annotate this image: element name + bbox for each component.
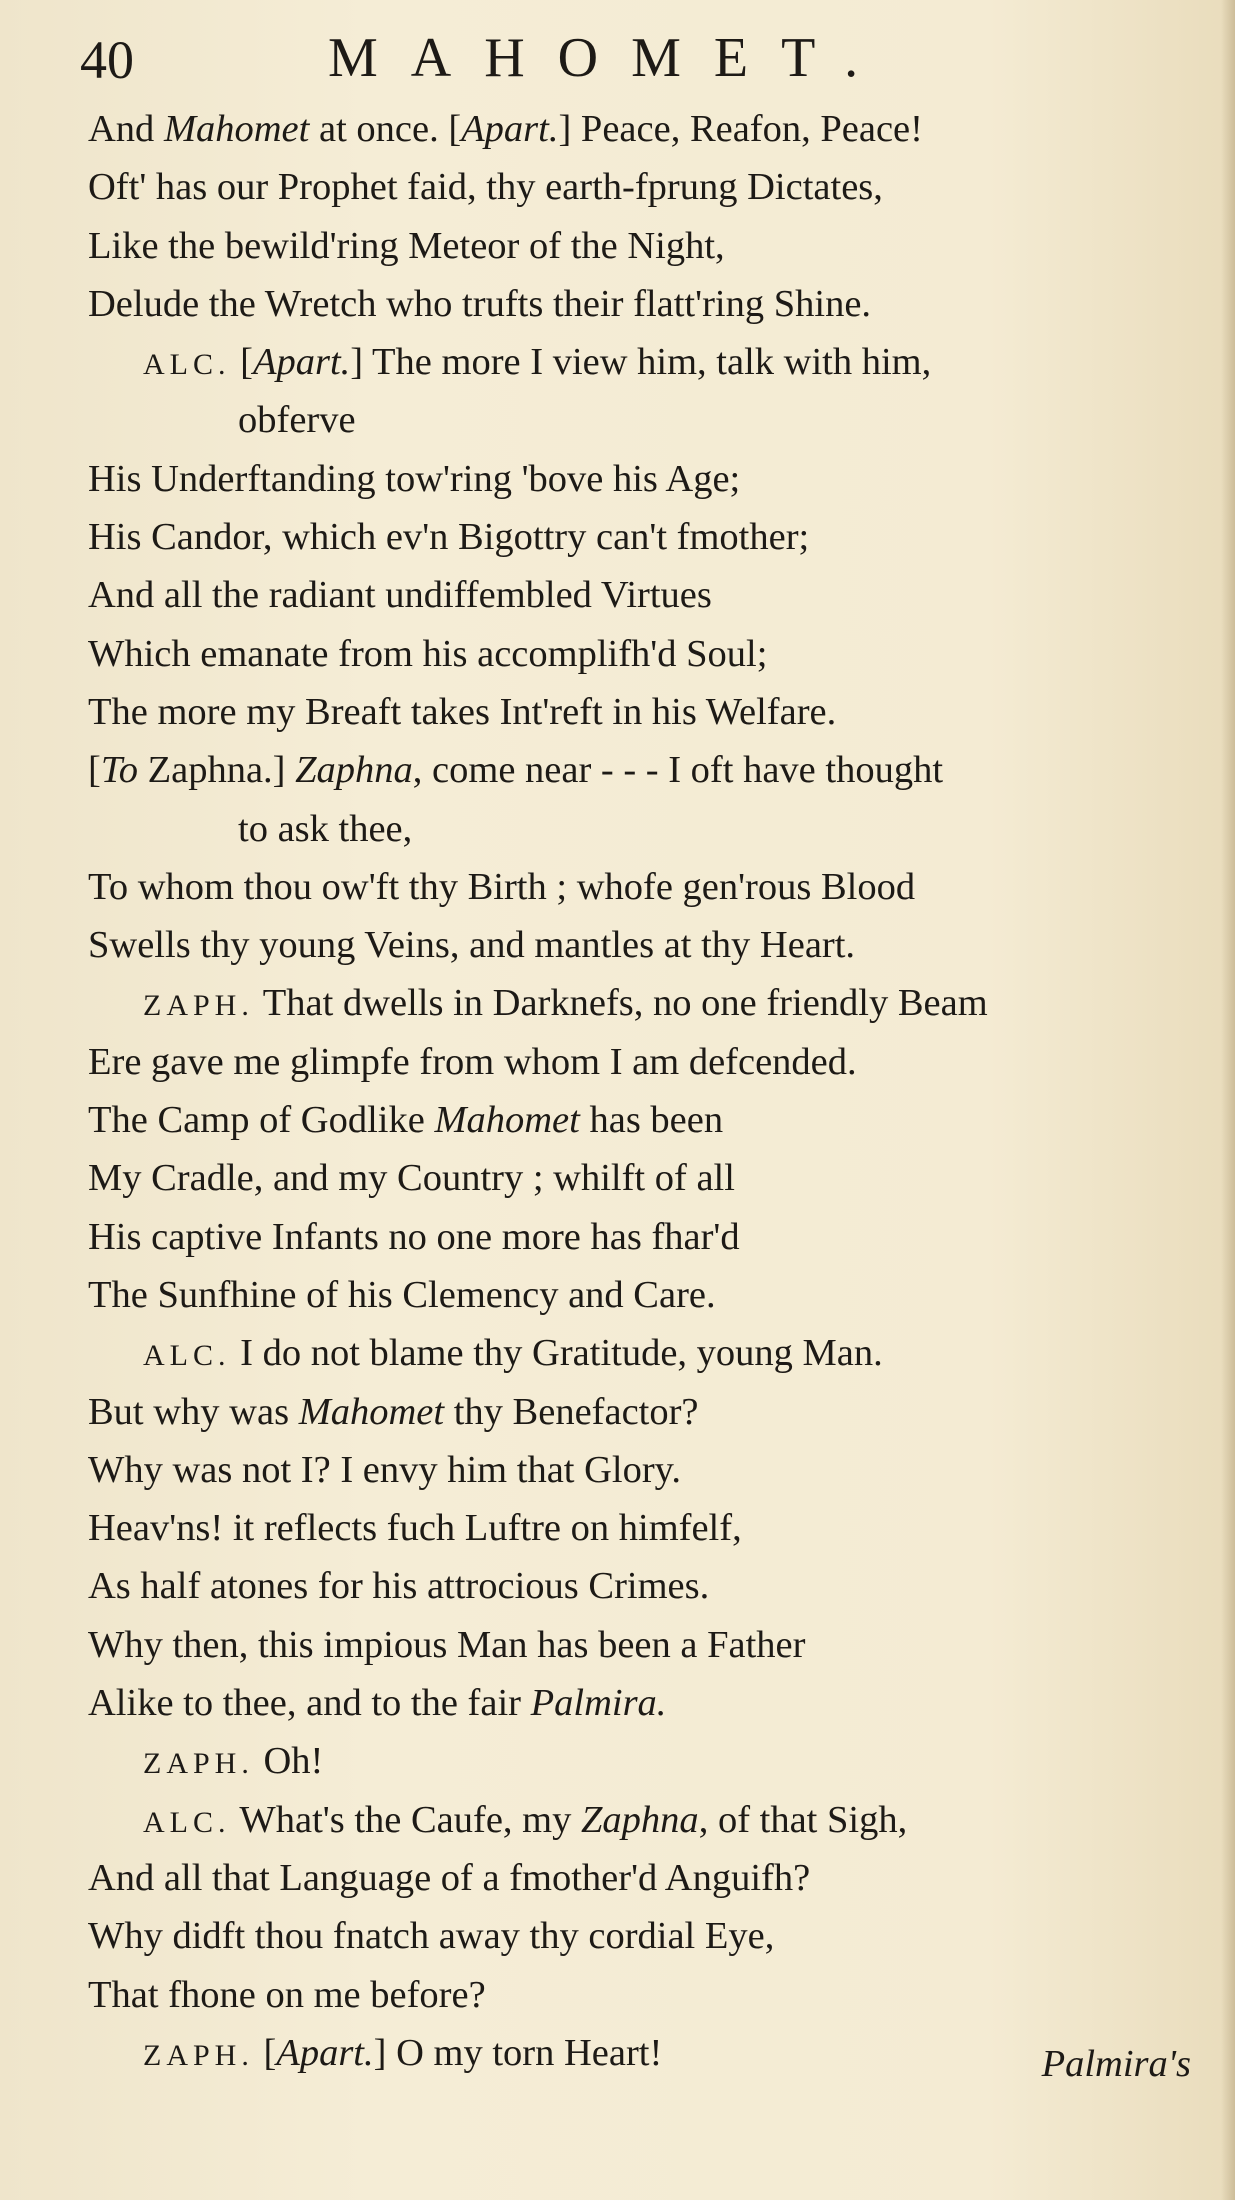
running-title: MAHOMET. [328,27,892,89]
text-run: His Underftanding tow'ring 'bove his Age; [88,457,741,500]
verse-line [88,625,1198,683]
text-run: That dwells in Darknefs, no one friendly Beam [253,982,988,1025]
text-run: Why didft thou fnatch away thy cordial Eye, [88,1915,775,1958]
text-run: to ask thee, [238,807,413,850]
italic-text: Mahomet [163,108,310,150]
text-run: The Camp of Godlike [88,1099,435,1142]
italic-text: Mahomet [434,1099,580,1142]
verse-line [88,333,1198,391]
verse-line [88,391,1198,449]
text-run: And all that Language of a fmother'd Anguifh? [88,1856,811,1899]
verse-line [88,1091,1198,1149]
page-header [80,22,1160,92]
verse-line [88,1149,1198,1207]
text-run: Why then, this impious Man has been a Father [88,1623,806,1666]
verse-line [88,1499,1198,1557]
text-run: has been [579,1099,724,1142]
verse-line [88,2024,1198,2082]
text-run: at once. [ [309,108,462,150]
text-run: obferve [238,399,356,442]
text-run: Why was not I? I envy him that Glory. [88,1448,682,1491]
verse-line [88,800,1198,858]
speaker-name: ALC. [143,348,231,382]
text-run: , come near - - - I oft have thought [412,749,944,792]
text-run: Like the bewild'ring Meteor of the Night, [88,224,725,267]
italic-text: To [100,749,138,792]
text-run: , of that Sigh, [698,1798,908,1841]
text-run: What's the Caufe, my [230,1798,582,1841]
text-run: ] The more I view him, talk with him, [350,341,932,384]
text-run: The more my Breaft takes Int'reft in his Welfare. [88,690,837,733]
text-run: To whom thou ow'ft thy Birth ; whofe gen'rous Blood [88,865,916,908]
speaker-name: ZAPH. [143,1747,254,1781]
text-run: Heav'ns! it reflects fuch Luftre on himfelf, [88,1507,742,1550]
text-run: Swells thy young Veins, and mantles at thy Heart. [88,924,856,967]
text-run: [ [253,2031,277,2074]
verse-line [88,566,1198,624]
verse-line [88,1383,1198,1441]
verse-line [88,1907,1198,1965]
text-run: Oh! [253,1740,324,1783]
verse-line [88,100,1198,158]
verse-line [88,1849,1198,1907]
italic-text: Apart. [461,108,559,150]
text-run: Zaphna.] [137,749,296,792]
text-run: [ [88,749,101,792]
speaker-name: ZAPH. [143,2038,254,2072]
verse-line [88,974,1198,1032]
verse-line [88,1324,1198,1382]
verse-line [88,158,1198,216]
speaker-name: ALC. [143,1805,231,1839]
text-run: [ [230,341,253,384]
text-run: I do not blame thy Gratitude, young Man. [230,1332,883,1375]
text-run: ] Peace, Reafon, Peace! [558,108,923,150]
text-run: thy Benefactor? [444,1390,699,1433]
italic-text: Apart. [252,341,351,384]
verse-line [88,275,1198,333]
verse-line [88,1966,1198,2024]
verse-line [88,1674,1198,1732]
speaker-name: ALC. [143,1339,231,1373]
verse-line [88,858,1198,916]
text-run: And [88,108,164,150]
verse-line [88,217,1198,275]
text-run: His Candor, which ev'n Bigottry can't fmother; [88,516,810,559]
verse-line [88,508,1198,566]
italic-text: Zaphna [581,1798,699,1841]
page-edge-shadow [1221,0,1235,2200]
page-number: 40 [80,30,134,90]
text-run: But why was [88,1390,299,1433]
italic-text: Zaphna [295,749,413,792]
verse-line [88,1441,1198,1499]
speaker-name: ZAPH. [143,989,254,1023]
verse-line [88,1557,1198,1615]
text-run: Delude the Wretch who trufts their flatt'ring Shine. [88,282,872,325]
verse-line [88,1791,1198,1849]
verse-line [88,1732,1198,1790]
text-run: And all the radiant undiffembled Virtues [88,574,712,617]
text-run: His captive Infants no one more has fhar'd [88,1215,740,1258]
text-run: My Cradle, and my Country ; whilft of all [88,1157,735,1200]
verse-line [88,741,1198,799]
text-run: Ere gave me glimpfe from whom I am defcended. [88,1040,857,1083]
italic-text: Apart. [276,2031,374,2074]
text-run: Which emanate from his accomplifh'd Soul; [88,632,768,675]
text-run: As half atones for his attrocious Crimes. [88,1565,710,1608]
text-run: Alike to thee, and to the fair [88,1682,531,1725]
verse-line [88,1208,1198,1266]
verse-line [88,683,1198,741]
text-run: That fhone on me before? [88,1973,486,2016]
verse-line [88,450,1198,508]
text-run: Oft' has our Prophet faid, thy earth-fprung Dictates, [88,166,883,209]
text-run: ] O my torn Heart! [373,2031,663,2074]
verse-line [88,1033,1198,1091]
verse-line [88,1616,1198,1674]
text-run: The Sunfhine of his Clemency and Care. [88,1273,716,1316]
verse-line [88,1266,1198,1324]
verse-line [88,916,1198,974]
italic-text: Palmira. [530,1682,667,1725]
catchword: Palmira's [1041,2043,1191,2085]
italic-text: Mahomet [298,1390,445,1433]
verse-text [88,100,1198,2082]
